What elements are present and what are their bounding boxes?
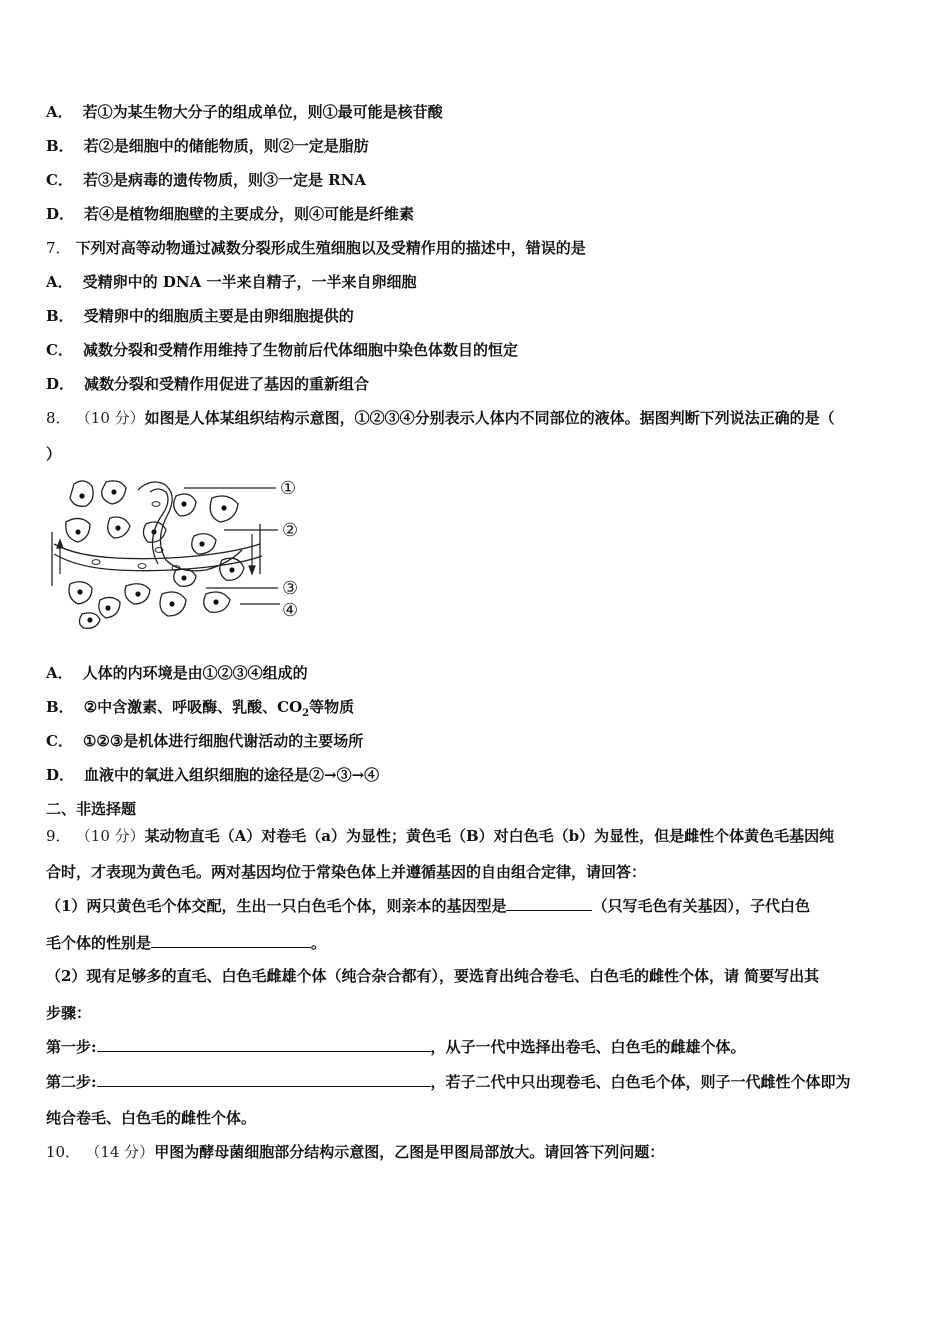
q8-option-d: D． 血液中的氧进入组织细胞的途径是②→③→④: [46, 766, 380, 784]
q8-option-c: C． ①②③是机体进行细胞代谢活动的主要场所: [46, 732, 364, 750]
q7-option-d: D． 减数分裂和受精作用促进了基因的重新组合: [46, 375, 370, 393]
q9-step2-cont: 纯合卷毛、白色毛的雌性个体。: [46, 1109, 257, 1127]
q9-step1: 第一步: ，从子一代中选择出卷毛、白色毛的雌雄个体。: [46, 1038, 746, 1056]
q8-stem: 8． （10 分）如图是人体某组织结构示意图，①②③④分别表示人体内不同部位的液体。据图判断下列说法正确的是（: [46, 409, 835, 427]
q6-option-b: B． 若②是细胞中的储能物质，则②一定是脂肪: [46, 137, 369, 155]
q6-option-d: D． 若④是植物细胞壁的主要成分，则④可能是纤维素: [46, 205, 415, 223]
q7-option-b: B． 受精卵中的细胞质主要是由卵细胞提供的: [46, 307, 354, 325]
q7-stem: 7． 下列对高等动物通过减数分裂形成生殖细胞以及受精作用的描述中，错误的是: [46, 239, 586, 257]
answer-blank-genotype[interactable]: [506, 896, 592, 911]
q9-stem: 9． （10 分）某动物直毛（A）对卷毛（a）为显性；黄色毛（B）对白色毛（b）为显性，但是雌性个体黄色毛基因纯: [46, 827, 835, 845]
q8-stem-end: ）: [46, 445, 62, 463]
figure-label-4: ④: [282, 600, 299, 621]
q9-part1-cont: 毛个体的性别是 。: [46, 934, 327, 952]
figure-label-2: ②: [282, 520, 299, 541]
q7-option-a: A． 受精卵中的 DNA 一半来自精子，一半来自卵细胞: [46, 273, 417, 291]
q6-option-c: C． 若③是病毒的遗传物质，则③一定是 RNA: [46, 171, 366, 189]
section-title: 二、非选择题: [46, 800, 137, 818]
q6-option-a: A． 若①为某生物大分子的组成单位，则①最可能是核苷酸: [46, 103, 443, 121]
q7-option-c: C． 减数分裂和受精作用维持了生物前后代体细胞中染色体数目的恒定: [46, 341, 518, 359]
q8-option-a: A． 人体的内环境是由①②③④组成的: [46, 664, 308, 682]
answer-blank-sex[interactable]: [151, 933, 311, 948]
figure-label-3: ③: [282, 578, 299, 599]
figure-label-1: ①: [280, 478, 297, 499]
answer-blank-step1[interactable]: [97, 1037, 431, 1052]
q9-stem-cont: 合时，才表现为黄色毛。两对基因均位于常染色体上并遵循基因的自由组合定律，请回答：: [46, 863, 647, 881]
answer-blank-step2[interactable]: [97, 1072, 431, 1087]
q9-step2: 第二步: ，若子二代中只出现卷毛、白色毛个体，则子一代雌性个体即为: [46, 1073, 851, 1091]
q9-part2: （2）现有足够多的直毛、白色毛雌雄个体（纯合杂合都有），要选育出纯合卷毛、白色毛的雌性个体，请 简要写出其: [46, 967, 820, 985]
q8-option-b: B． ②中含激素、呼吸酶、乳酸、$CO_2$等物质: [46, 698, 355, 719]
q9-part2-cont: 步骤：: [46, 1004, 92, 1022]
q9-part1: （1）两只黄色毛个体交配，生出一只白色毛个体，则亲本的基因型是 （只写毛色有关基因），子代白色: [46, 897, 810, 915]
q10-stem: 10． （14 分）甲图为酵母菌细胞部分结构示意图，乙图是甲图局部放大。请回答下列问题：: [46, 1143, 665, 1161]
tissue-structure-diagram: [46, 474, 316, 634]
